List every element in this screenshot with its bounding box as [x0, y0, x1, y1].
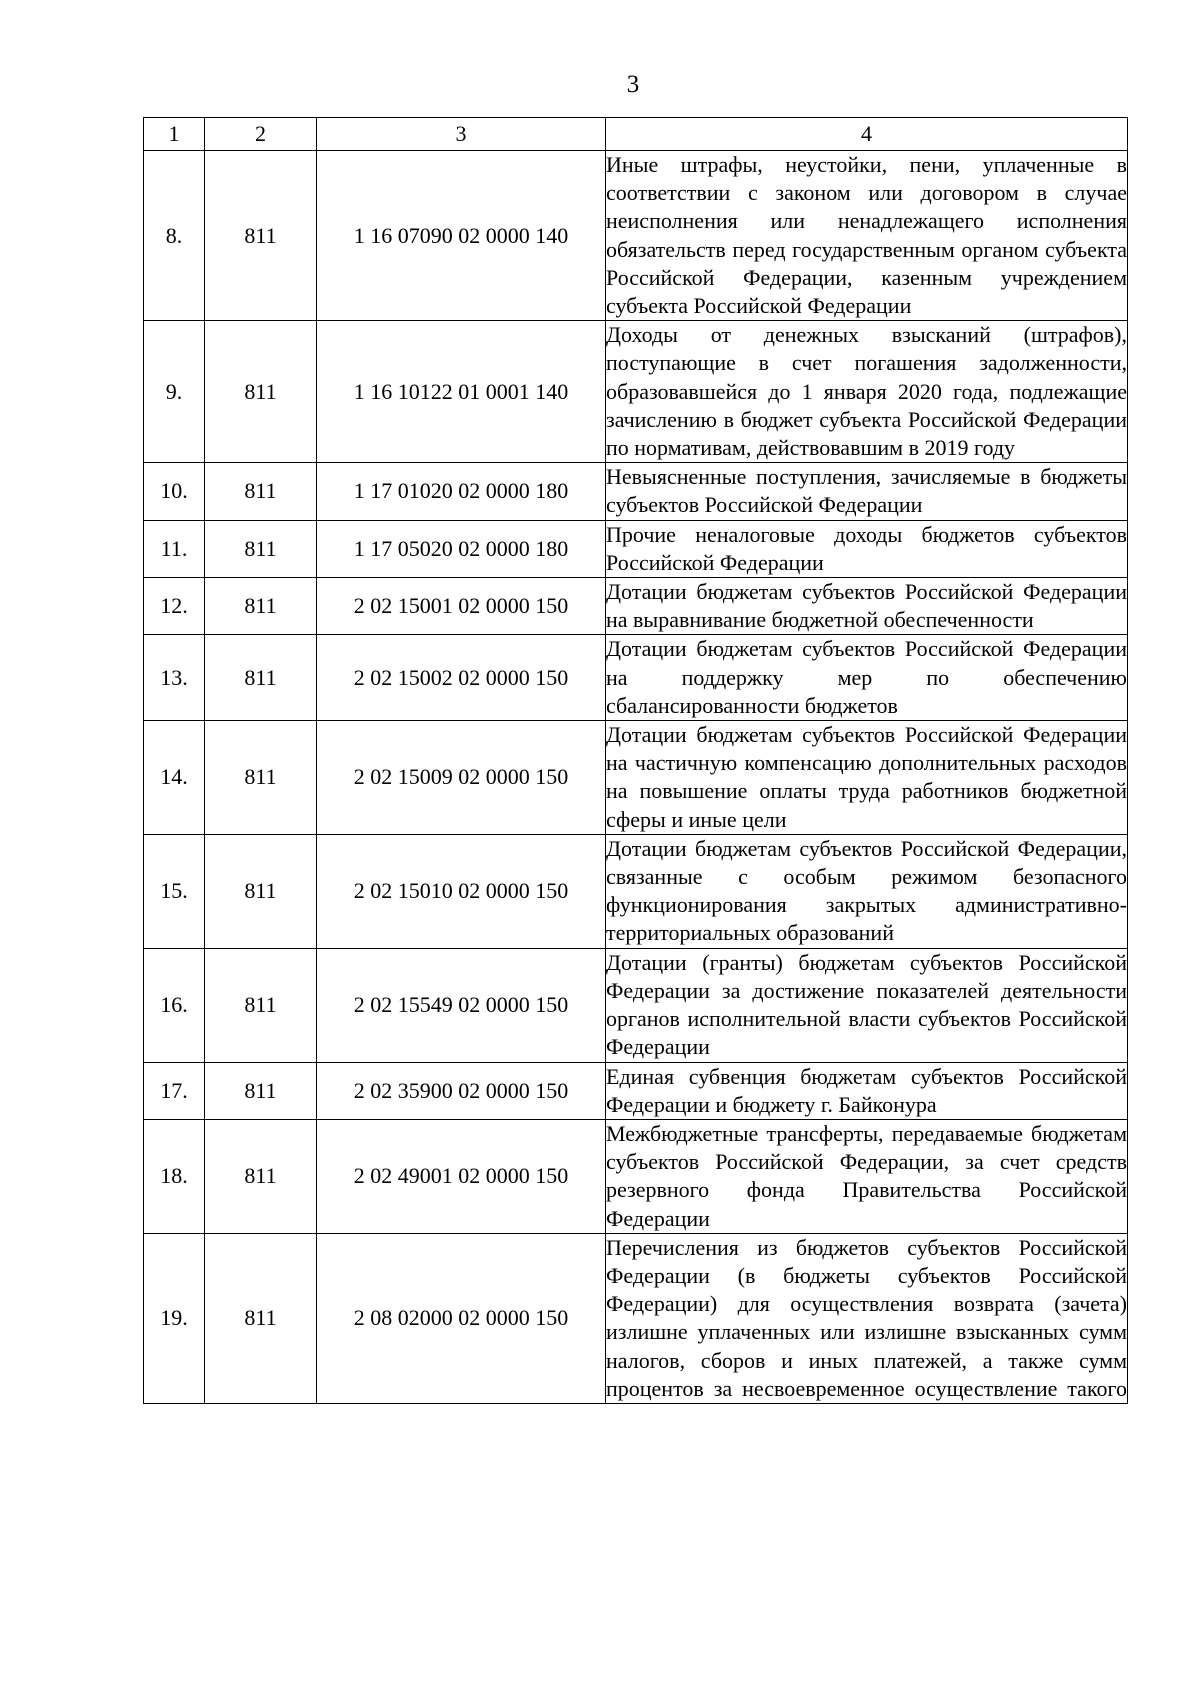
administrator-code: 811 [205, 721, 317, 835]
budget-classification-code: 2 02 15010 02 0000 150 [317, 834, 606, 948]
budget-classification-code: 2 02 35900 02 0000 150 [317, 1062, 606, 1119]
table-row [144, 834, 1128, 948]
revenue-description: Невыясненные поступления, зачисляемые в бюджеты субъектов Российской Федерации [606, 463, 1128, 520]
revenue-description: Доходы от денежных взысканий (штрафов), поступающие в счет погашения задолженности, образовавшейся до 1 января 2020 года, подлежащие зачислению в бюджет субъекта Российской Федерации по нормативам, действовавшим в 2019 году [606, 321, 1128, 463]
table-header-row [144, 118, 1128, 151]
column-header-1: 1 [144, 118, 205, 151]
administrator-code: 811 [205, 463, 317, 520]
revenue-description: Дотации бюджетам субъектов Российской Федерации, связанные с особым режимом безопасного функционирования закрытых административно-территориальных образований [606, 834, 1128, 948]
row-number: 15. [144, 834, 205, 948]
budget-classification-code: 2 02 15549 02 0000 150 [317, 948, 606, 1062]
table-row [144, 1233, 1128, 1403]
row-number: 16. [144, 948, 205, 1062]
revenue-description: Дотации бюджетам субъектов Российской Федерации на выравнивание бюджетной обеспеченности [606, 578, 1128, 635]
table-row [144, 948, 1128, 1062]
column-header-4: 4 [606, 118, 1128, 151]
budget-classification-code: 1 17 05020 02 0000 180 [317, 520, 606, 577]
administrator-code: 811 [205, 1062, 317, 1119]
row-number: 17. [144, 1062, 205, 1119]
row-number: 9. [144, 321, 205, 463]
administrator-code: 811 [205, 151, 317, 321]
administrator-code: 811 [205, 834, 317, 948]
table-row [144, 1119, 1128, 1233]
administrator-code: 811 [205, 520, 317, 577]
revenue-description: Единая субвенция бюджетам субъектов Российской Федерации и бюджету г. Байконура [606, 1062, 1128, 1119]
row-number: 11. [144, 520, 205, 577]
budget-classification-code: 2 08 02000 02 0000 150 [317, 1233, 606, 1403]
budget-classification-code: 2 02 49001 02 0000 150 [317, 1119, 606, 1233]
revenue-description: Дотации бюджетам субъектов Российской Федерации на частичную компенсацию дополнительных расходов на повышение оплаты труда работников бюджетной сферы и иные цели [606, 721, 1128, 835]
revenue-description: Прочие неналоговые доходы бюджетов субъектов Российской Федерации [606, 520, 1128, 577]
row-number: 10. [144, 463, 205, 520]
administrator-code: 811 [205, 321, 317, 463]
administrator-code: 811 [205, 948, 317, 1062]
table-row [144, 1062, 1128, 1119]
budget-revenue-table [143, 117, 1128, 1404]
row-number: 12. [144, 578, 205, 635]
row-number: 14. [144, 721, 205, 835]
revenue-description: Межбюджетные трансферты, передаваемые бюджетам субъектов Российской Федерации, за счет средств резервного фонда Правительства Российской Федерации [606, 1119, 1128, 1233]
table-row [144, 635, 1128, 721]
row-number: 18. [144, 1119, 205, 1233]
column-header-3: 3 [317, 118, 606, 151]
row-number: 8. [144, 151, 205, 321]
page-number: 3 [626, 71, 640, 98]
revenue-description: Дотации бюджетам субъектов Российской Федерации на поддержку мер по обеспечению сбалансированности бюджетов [606, 635, 1128, 721]
budget-classification-code: 1 17 01020 02 0000 180 [317, 463, 606, 520]
table-row [144, 463, 1128, 520]
administrator-code: 811 [205, 635, 317, 721]
table-row [144, 520, 1128, 577]
revenue-description: Дотации (гранты) бюджетам субъектов Российской Федерации за достижение показателей деятельности органов исполнительной власти субъектов Российской Федерации [606, 948, 1128, 1062]
column-header-2: 2 [205, 118, 317, 151]
revenue-description: Перечисления из бюджетов субъектов Российской Федерации (в бюджеты субъектов Российской Федерации) для осуществления возврата (зачета) излишне уплаченных или излишне взысканных сумм налогов, сборов и иных платежей, а также сумм процентов за несвоевременное осуществление такого [606, 1233, 1128, 1403]
budget-classification-code: 2 02 15002 02 0000 150 [317, 635, 606, 721]
budget-classification-code: 2 02 15009 02 0000 150 [317, 721, 606, 835]
budget-classification-code: 1 16 07090 02 0000 140 [317, 151, 606, 321]
budget-classification-code: 2 02 15001 02 0000 150 [317, 578, 606, 635]
budget-classification-code: 1 16 10122 01 0001 140 [317, 321, 606, 463]
administrator-code: 811 [205, 578, 317, 635]
row-number: 13. [144, 635, 205, 721]
table-row [144, 321, 1128, 463]
table-row [144, 578, 1128, 635]
row-number: 19. [144, 1233, 205, 1403]
administrator-code: 811 [205, 1119, 317, 1233]
revenue-description: Иные штрафы, неустойки, пени, уплаченные в соответствии с законом или договором в случае неисполнения или ненадлежащего исполнения обязательств перед государственным органом субъекта Российской Федерации, казенным учреждением субъекта Российской Федерации [606, 151, 1128, 321]
administrator-code: 811 [205, 1233, 317, 1403]
table-row [144, 151, 1128, 321]
table-row [144, 721, 1128, 835]
